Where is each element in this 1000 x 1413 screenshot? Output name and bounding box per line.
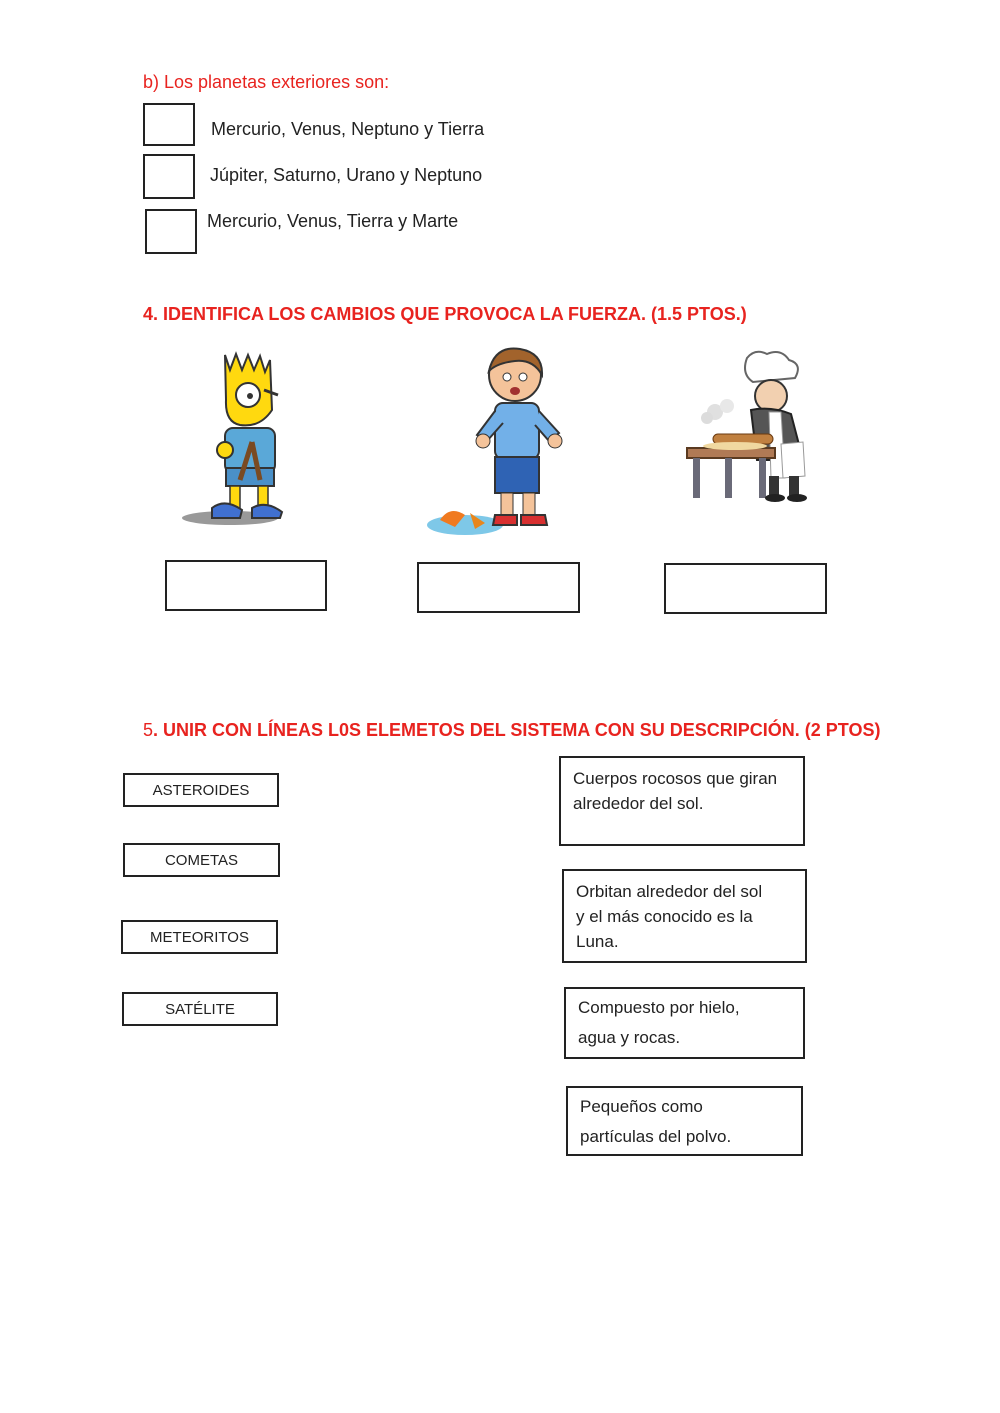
question-5-text: . UNIR CON LÍNEAS L0S ELEMETOS DEL SISTEMA CON SU DESCRIPCIÓN. (2 PTOS) <box>153 720 881 740</box>
question-b-title: b) Los planetas exteriores son: <box>143 72 390 92</box>
description-1-line-2: alrededor del sol. <box>573 794 704 813</box>
description-2-line-1: Orbitan alrededor del sol <box>576 882 763 901</box>
description-4-line-2: partículas del polvo. <box>580 1127 732 1146</box>
slingshot-boy-illustration <box>170 350 310 530</box>
answer-box-1[interactable] <box>165 560 327 611</box>
option-checkbox-3[interactable] <box>145 209 197 254</box>
option-checkbox-2[interactable] <box>143 154 195 199</box>
description-4[interactable] <box>566 1086 803 1156</box>
description-2-line-2: y el más conocido es la <box>576 907 753 926</box>
description-1[interactable] <box>559 756 805 846</box>
broken-vase-boy-illustration <box>425 345 575 545</box>
question-4-title: 4. IDENTIFICA LOS CAMBIOS QUE PROVOCA LA FUERZA. (1.5 PTOS.) <box>143 304 747 324</box>
question-5-number: 5 <box>143 720 154 740</box>
term-asteroides[interactable]: ASTEROIDES <box>123 773 279 807</box>
description-3-line-1: Compuesto por hielo, <box>578 998 740 1017</box>
description-2-line-3: Luna. <box>576 932 619 951</box>
question-5-title <box>143 720 880 741</box>
term-meteoritos[interactable]: METEORITOS <box>121 920 278 954</box>
option-label-2: Júpiter, Saturno, Urano y Neptuno <box>210 165 483 185</box>
option-checkbox-1[interactable] <box>143 103 195 146</box>
answer-box-2[interactable] <box>417 562 580 613</box>
description-3-line-2: agua y rocas. <box>578 1028 681 1047</box>
option-label-3: Mercurio, Venus, Tierra y Marte <box>207 211 459 231</box>
option-label-1: Mercurio, Venus, Neptuno y Tierra <box>211 119 485 139</box>
description-2[interactable] <box>562 869 807 963</box>
baker-illustration <box>685 348 825 508</box>
description-1-line-1: Cuerpos rocosos que giran <box>573 769 778 788</box>
term-cometas[interactable]: COMETAS <box>123 843 280 877</box>
term-satelite[interactable]: SATÉLITE <box>122 992 278 1026</box>
answer-box-3[interactable] <box>664 563 827 614</box>
description-3[interactable] <box>564 987 805 1059</box>
description-4-line-1: Pequeños como <box>580 1097 703 1116</box>
